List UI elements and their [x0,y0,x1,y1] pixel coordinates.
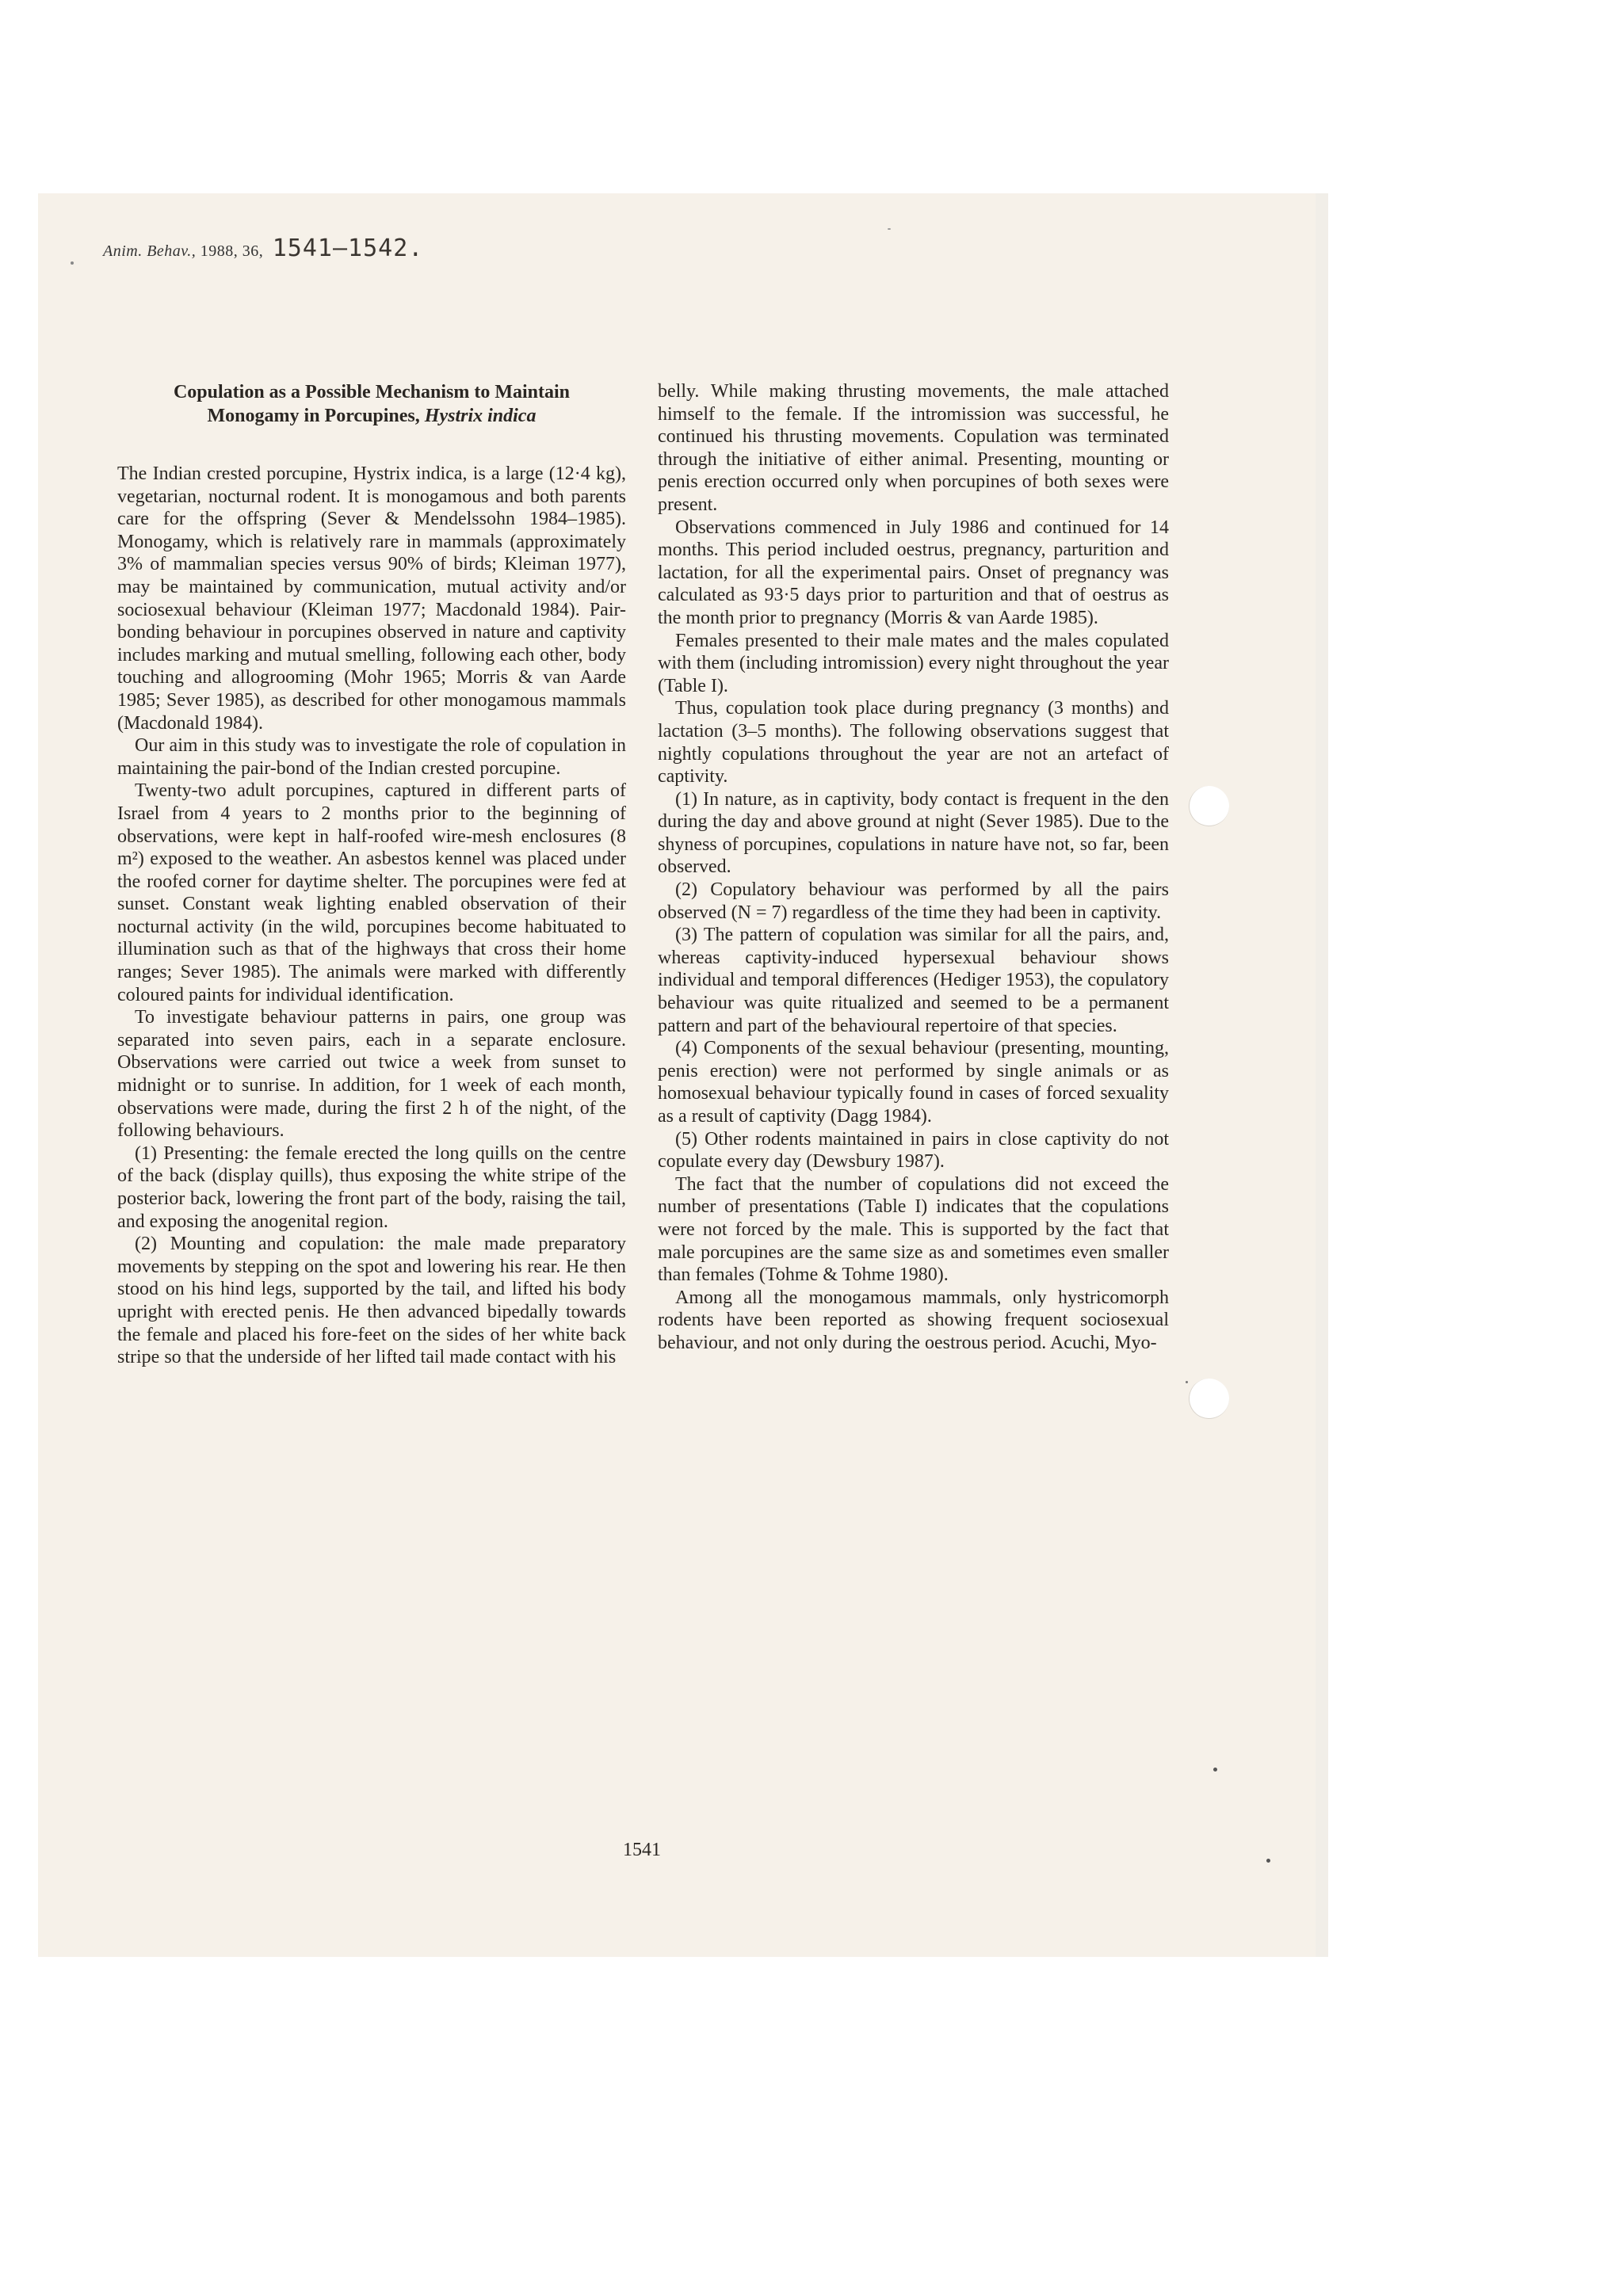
title-line-2 [117,404,626,428]
page-range-stamp: 1541–1542. [272,235,424,262]
paragraph: Our aim in this study was to investigate the role of copulation in maintaining the pair-bond of the Indian crested porcupine. [117,735,626,779]
punch-hole [1189,786,1229,826]
paragraph: (2) Copulatory behaviour was performed by all the pairs observed (N = 7) regardless of the time they had been in captivity. [658,879,1169,923]
punch-hole [1189,1379,1229,1419]
dust-speck [888,228,891,230]
dust-speck [1213,1768,1217,1772]
paragraph: To investigate behaviour patterns in pairs, one group was separated into seven pairs, each in a separate enclosure. Observations were carried out twice a week from sunset to midnight or to sunrise. In addition, for 1 week of each month, observations were made, during the first 2 h of the night, of the following behaviours. [117,1007,626,1142]
left-column [117,380,626,1369]
paragraph: (1) Presenting: the female erected the long quills on the centre of the back (display quills), thus exposing the white stripe of the posterior back, lowering the front part of the body, raising the tail, and exposing the anogenital region. [117,1142,626,1232]
paragraph: The Indian crested porcupine, Hystrix indica, is a large (12·4 kg), vegetarian, nocturnal rodent. It is monogamous and both parents care for the offspring (Sever & Mendelssohn 1984–1985). Monogamy, which is relatively rare in mammals (approximately 3% of mammalian species versus 90% of birds; Kleiman 1977), may be maintained by communication, mutual activity and/or sociosexual behaviour (Kleiman 1977; Macdonald 1984). Pair-bonding behaviour in porcupines observed in nature and captivity includes marking and mutual smelling, following each other, body touching and allogrooming (Mohr 1965; Morris & van Aarde 1985; Sever 1985), as described for other monogamous mammals (Macdonald 1984). [117,463,626,734]
right-column [658,380,1169,1355]
paragraph: The fact that the number of copulations did not exceed the number of presentations (Table I) indicates that the copulations were not forced by the male. This is supported by the fact that male porcupines are the same size as and sometimes even smaller than females (Tohme & Tohme 1980). [658,1173,1169,1286]
paragraph: (5) Other rodents maintained in pairs in close captivity do not copulate every day (Dewsbury 1987). [658,1128,1169,1173]
running-header [103,235,423,262]
article-title [117,380,626,428]
dust-speck [1186,1381,1188,1383]
volume-citation: 1988, 36, [200,242,264,260]
title-line-2-text: Monogamy in Porcupines, [207,406,420,426]
paragraph: Females presented to their male mates and the males copulated with them (including intromission) every night throughout the year (Table I). [658,630,1169,696]
paragraph: (2) Mounting and copulation: the male made preparatory movements by stepping on the spot and lowering his rear. He then stood on his hind legs, supported by the tail, and lifted his body upright with erected penis. He then advanced bipedally towards the female and placed his fore-feet on the sides of her white back stripe so that the underside of her lifted tail made contact with his [117,1234,626,1368]
dust-speck [71,261,74,265]
page-number: 1541 [623,1840,661,1860]
paragraph: Twenty-two adult porcupines, captured in different parts of Israel from 4 years to 2 months prior to the beginning of observations, were kept in half-roofed wire-mesh enclosures (8 m²) exposed to the weather. An asbestos kennel was placed under the roofed corner for daytime shelter. The porcupines were fed at sunset. Constant weak lighting enabled observation of their nocturnal activity (in the wild, porcupines become habituated to illumination such as that of the highways that cross their home ranges; Sever 1985). The animals were marked with differently coloured paints for individual identification. [117,780,626,1005]
dust-speck [1266,1859,1270,1863]
journal-name: Anim. Behav., [103,242,197,260]
paragraph: belly. While making thrusting movements, the male attached himself to the female. If the intromission was successful, he continued his thrusting movements. Copulation was terminated through the initiative of either animal. Presenting, mounting or penis erection occurred only when porcupines of both sexes were present. [658,381,1169,515]
paragraph: Observations commenced in July 1986 and continued for 14 months. This period included oestrus, pregnancy, parturition and lactation, for all the experimental pairs. Onset of pregnancy was calculated as 93·5 days prior to parturition and that of oestrus as the month prior to pregnancy (Morris & van Aarde 1985). [658,517,1169,628]
paragraph: Among all the monogamous mammals, only hystricomorph rodents have been reported as showing frequent sociosexual behaviour, and not only during the oestrous period. Acuchi, Myo- [658,1287,1169,1353]
title-line-1: Copulation as a Possible Mechanism to Maintain [173,382,571,402]
paragraph: (4) Components of the sexual behaviour (presenting, mounting, penis erection) were not performed by single animals or as homosexual behaviour typically found in cases of forced sexuality as a result of captivity (Dagg 1984). [658,1038,1169,1127]
paragraph: (3) The pattern of copulation was similar for all the pairs, and, whereas captivity-induced hypersexual behaviour shows individual and temporal differences (Hediger 1953), the copulatory behaviour was quite ritualized and seemed to be a permanent pattern and part of the behavioural repertoire of that species. [658,925,1169,1036]
title-species: Hystrix indica [424,406,537,426]
paper-edge [1316,193,1328,1957]
paragraph: (1) In nature, as in captivity, body contact is frequent in the den during the day and above ground at night (Sever 1985). Due to the shyness of porcupines, copulations in nature have not, so far, been observed. [658,788,1169,878]
paragraph: Thus, copulation took place during pregnancy (3 months) and lactation (3–5 months). The following observations suggest that nightly copulations throughout the year are not an artefact of captivity. [658,698,1169,788]
